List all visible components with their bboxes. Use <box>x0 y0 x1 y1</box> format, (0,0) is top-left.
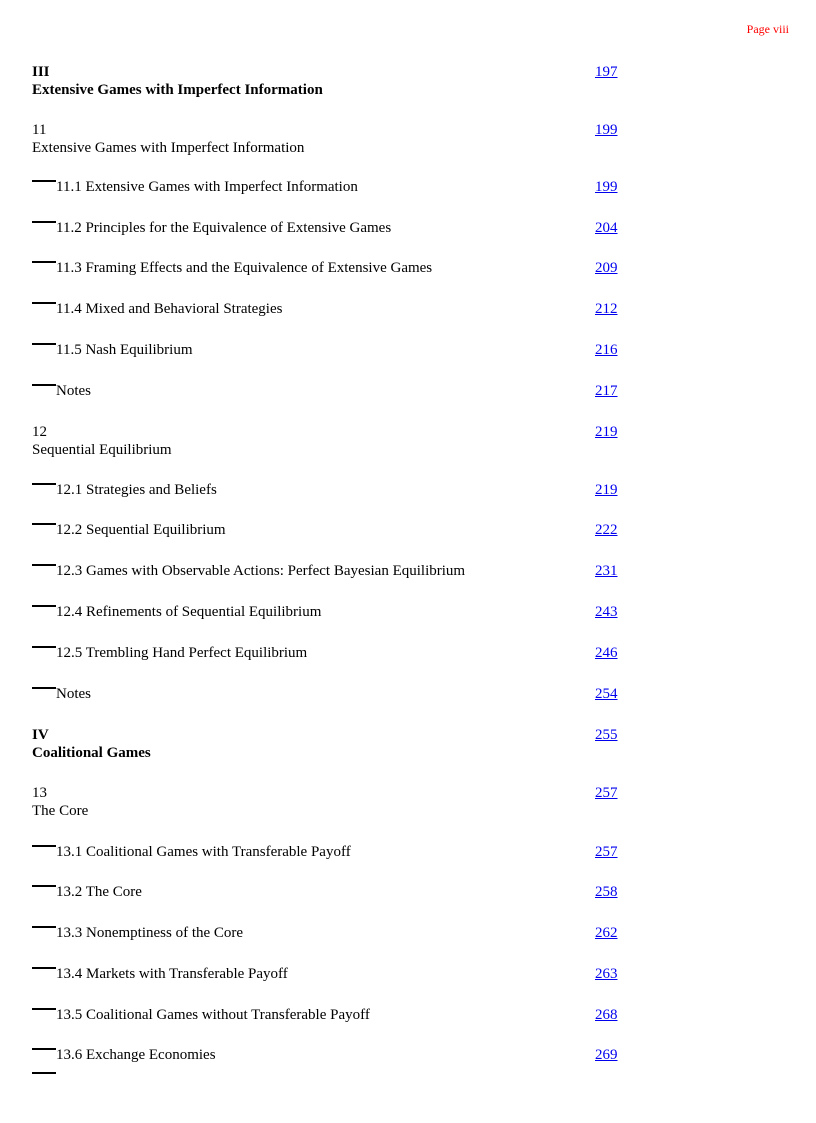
page-link[interactable]: 209 <box>595 260 618 276</box>
dash-marker <box>32 967 56 969</box>
section-title: Notes <box>56 383 91 399</box>
page-link[interactable]: 199 <box>595 122 618 138</box>
page-link[interactable]: 231 <box>595 563 618 579</box>
section-title: 13.1 Coalitional Games with Transferable Payoff <box>56 844 351 860</box>
part-number: III <box>32 64 50 80</box>
section-title: 11.1 Extensive Games with Imperfect Information <box>56 179 358 195</box>
section-title: 12.5 Trembling Hand Perfect Equilibrium <box>56 645 308 661</box>
chapter-title: Extensive Games with Imperfect Information <box>32 140 305 156</box>
page-label: Page viii <box>746 22 789 36</box>
section-title: 13.4 Markets with Transferable Payoff <box>56 966 288 982</box>
page-link[interactable]: 257 <box>595 785 618 801</box>
section-title: 13.3 Nonemptiness of the Core <box>56 925 244 941</box>
page-link[interactable]: 255 <box>595 727 618 743</box>
dash-marker <box>32 646 56 648</box>
section-title: 11.2 Principles for the Equivalence of Extensive Games <box>56 220 392 236</box>
page-link[interactable]: 212 <box>595 301 618 317</box>
part-title: Extensive Games with Imperfect Information <box>32 82 323 98</box>
dash-marker <box>32 261 56 263</box>
page-link[interactable]: 254 <box>595 686 618 702</box>
page-link[interactable]: 219 <box>595 424 618 440</box>
dash-marker <box>32 483 56 485</box>
trailing-dash-marker <box>32 1072 56 1074</box>
dash-marker <box>32 845 56 847</box>
dash-marker <box>32 564 56 566</box>
dash-marker <box>32 523 56 525</box>
part-number: IV <box>32 727 49 743</box>
chapter-number: 13 <box>32 785 47 801</box>
dash-marker <box>32 1008 56 1010</box>
dash-marker <box>32 885 56 887</box>
page-link[interactable]: 257 <box>595 844 618 860</box>
chapter-number: 11 <box>32 122 47 138</box>
section-title: 11.4 Mixed and Behavioral Strategies <box>56 301 283 317</box>
section-title: 12.1 Strategies and Beliefs <box>56 482 217 498</box>
dash-marker <box>32 926 56 928</box>
page-link[interactable]: 262 <box>595 925 618 941</box>
page-link[interactable]: 263 <box>595 966 618 982</box>
page-link[interactable]: 269 <box>595 1047 618 1063</box>
page-link[interactable]: 216 <box>595 342 618 358</box>
dash-marker <box>32 180 56 182</box>
section-title: 11.5 Nash Equilibrium <box>56 342 193 358</box>
section-title: Notes <box>56 686 91 702</box>
chapter-title: Sequential Equilibrium <box>32 442 172 458</box>
page-link[interactable]: 217 <box>595 383 618 399</box>
dash-marker <box>32 1048 56 1050</box>
dash-marker <box>32 687 56 689</box>
dash-marker <box>32 302 56 304</box>
page-link[interactable]: 219 <box>595 482 618 498</box>
section-title: 12.3 Games with Observable Actions: Perfect Bayesian Equilibrium <box>56 563 466 579</box>
section-title: 13.2 The Core <box>56 884 142 900</box>
page-link[interactable]: 222 <box>595 522 618 538</box>
dash-marker <box>32 605 56 607</box>
dash-marker <box>32 343 56 345</box>
page-link[interactable]: 243 <box>595 604 618 620</box>
page-link[interactable]: 246 <box>595 645 618 661</box>
section-title: 13.6 Exchange Economies <box>56 1047 216 1063</box>
dash-marker <box>32 384 56 386</box>
page-link[interactable]: 197 <box>595 64 618 80</box>
section-title: 12.4 Refinements of Sequential Equilibrium <box>56 604 322 620</box>
dash-marker <box>32 221 56 223</box>
page-link[interactable]: 258 <box>595 884 618 900</box>
part-title: Coalitional Games <box>32 745 151 761</box>
page-link[interactable]: 268 <box>595 1007 618 1023</box>
chapter-number: 12 <box>32 424 47 440</box>
chapter-title: The Core <box>32 803 89 819</box>
section-title: 13.5 Coalitional Games without Transferable Payoff <box>56 1007 370 1023</box>
page-link[interactable]: 199 <box>595 179 618 195</box>
section-title: 11.3 Framing Effects and the Equivalence of Extensive Games <box>56 260 433 276</box>
page-link[interactable]: 204 <box>595 220 618 236</box>
section-title: 12.2 Sequential Equilibrium <box>56 522 226 538</box>
